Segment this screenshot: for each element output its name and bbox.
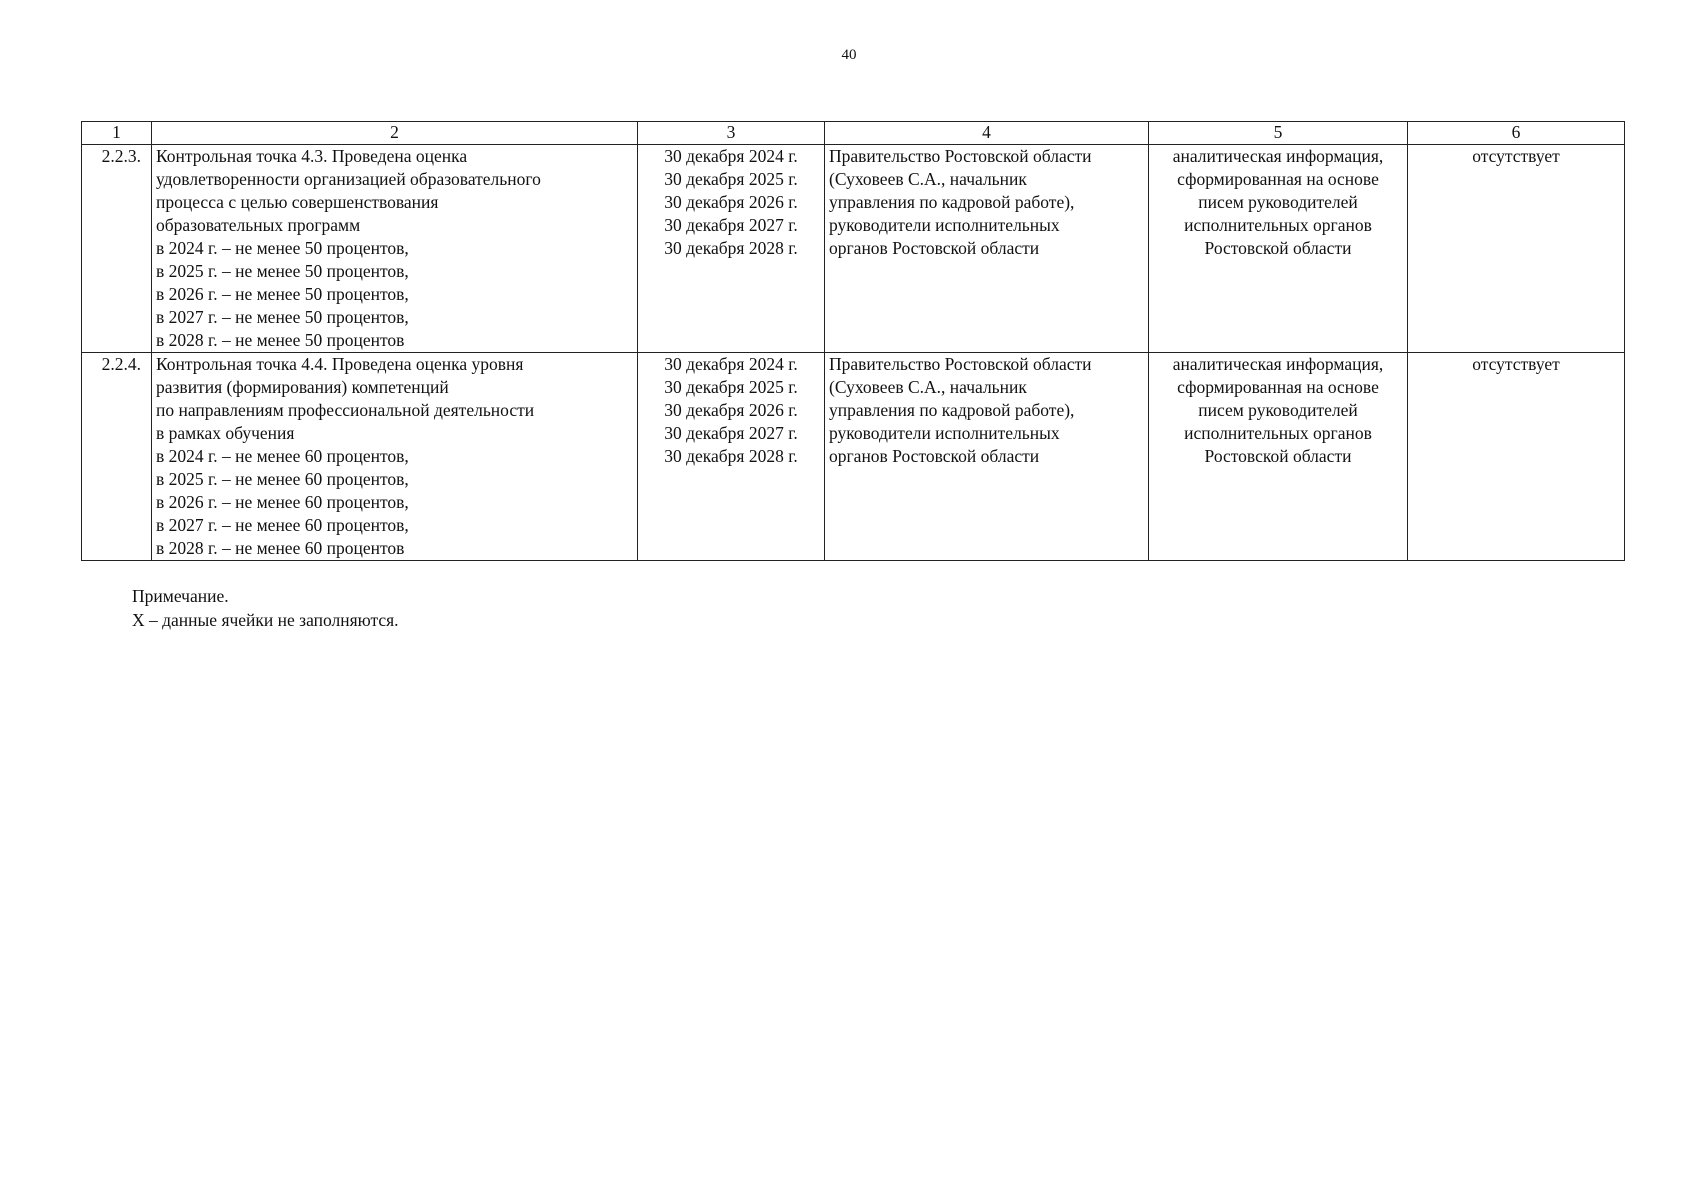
date-line: 30 декабря 2028 г. (664, 446, 798, 466)
responsible-line: Правительство Ростовской области (829, 146, 1092, 166)
description-line: в 2027 г. – не менее 60 процентов, (156, 515, 409, 535)
table-header-row (82, 122, 1625, 145)
document-line: аналитическая информация, (1172, 354, 1384, 374)
row-number-cell: 2.2.3. (82, 145, 152, 353)
system-cell: отсутствует (1408, 353, 1625, 561)
document-line: писем руководителей (1198, 192, 1358, 212)
description-line: процесса с целью совершенствования (156, 192, 439, 212)
description-line: в 2028 г. – не менее 60 процентов (156, 538, 405, 558)
responsible-line: управления по кадровой работе), (829, 192, 1075, 212)
document-line: писем руководителей (1198, 400, 1358, 420)
document-cell (1149, 145, 1408, 353)
column-header-4: 4 (825, 122, 1149, 145)
description-line: в 2025 г. – не менее 60 процентов, (156, 469, 409, 489)
date-line: 30 декабря 2026 г. (664, 400, 798, 420)
document-line: Ростовской области (1204, 446, 1352, 466)
page-number: 40 (841, 47, 857, 63)
description-cell (152, 353, 638, 561)
row-number-cell: 2.2.4. (82, 353, 152, 561)
responsible-line: Правительство Ростовской области (829, 354, 1092, 374)
document-line: сформированная на основе (1177, 169, 1379, 189)
date-line: 30 декабря 2025 г. (664, 377, 798, 397)
responsible-line: органов Ростовской области (829, 446, 1040, 466)
description-line: в 2024 г. – не менее 50 процентов, (156, 238, 409, 258)
description-line: в 2028 г. – не менее 50 процентов (156, 330, 405, 350)
responsible-line: (Суховеев С.А., начальник (829, 169, 1027, 189)
control-points-table (81, 121, 1625, 561)
date-line: 30 декабря 2026 г. (664, 192, 798, 212)
system-cell: отсутствует (1408, 145, 1625, 353)
date-line: 30 декабря 2027 г. (664, 215, 798, 235)
description-line: образовательных программ (156, 215, 361, 235)
date-line: 30 декабря 2024 г. (664, 146, 798, 166)
responsible-line: руководители исполнительных (829, 215, 1060, 235)
description-line: в 2026 г. – не менее 60 процентов, (156, 492, 409, 512)
column-header-1: 1 (82, 122, 152, 145)
document-line: исполнительных органов (1184, 423, 1372, 443)
document-cell (1149, 353, 1408, 561)
responsible-line: органов Ростовской области (829, 238, 1040, 258)
description-line: удовлетворенности организацией образовательного (156, 169, 541, 189)
responsible-line: (Суховеев С.А., начальник (829, 377, 1027, 397)
date-line: 30 декабря 2028 г. (664, 238, 798, 258)
table-row (82, 145, 1625, 353)
description-line: в 2024 г. – не менее 60 процентов, (156, 446, 409, 466)
column-header-3: 3 (638, 122, 825, 145)
note-title: Примечание. (132, 586, 229, 606)
column-header-6: 6 (1408, 122, 1625, 145)
responsible-cell (825, 145, 1149, 353)
description-line: в 2026 г. – не менее 50 процентов, (156, 284, 409, 304)
note-text: Х – данные ячейки не заполняются. (132, 610, 399, 630)
responsible-line: управления по кадровой работе), (829, 400, 1075, 420)
description-line: Контрольная точка 4.3. Проведена оценка (156, 146, 468, 166)
document-line: исполнительных органов (1184, 215, 1372, 235)
date-line: 30 декабря 2025 г. (664, 169, 798, 189)
column-header-2: 2 (152, 122, 638, 145)
column-header-5: 5 (1149, 122, 1408, 145)
dates-cell (638, 353, 825, 561)
dates-cell (638, 145, 825, 353)
responsible-cell (825, 353, 1149, 561)
table-row (82, 353, 1625, 561)
document-line: Ростовской области (1204, 238, 1352, 258)
description-cell (152, 145, 638, 353)
description-line: в 2025 г. – не менее 50 процентов, (156, 261, 409, 281)
description-line: в рамках обучения (156, 423, 295, 443)
document-line: сформированная на основе (1177, 377, 1379, 397)
note-block (132, 584, 399, 632)
date-line: 30 декабря 2024 г. (664, 354, 798, 374)
description-line: развития (формирования) компетенций (156, 377, 449, 397)
description-line: в 2027 г. – не менее 50 процентов, (156, 307, 409, 327)
responsible-line: руководители исполнительных (829, 423, 1060, 443)
date-line: 30 декабря 2027 г. (664, 423, 798, 443)
document-line: аналитическая информация, (1172, 146, 1384, 166)
description-line: Контрольная точка 4.4. Проведена оценка уровня (156, 354, 524, 374)
description-line: по направлениям профессиональной деятельности (156, 400, 535, 420)
